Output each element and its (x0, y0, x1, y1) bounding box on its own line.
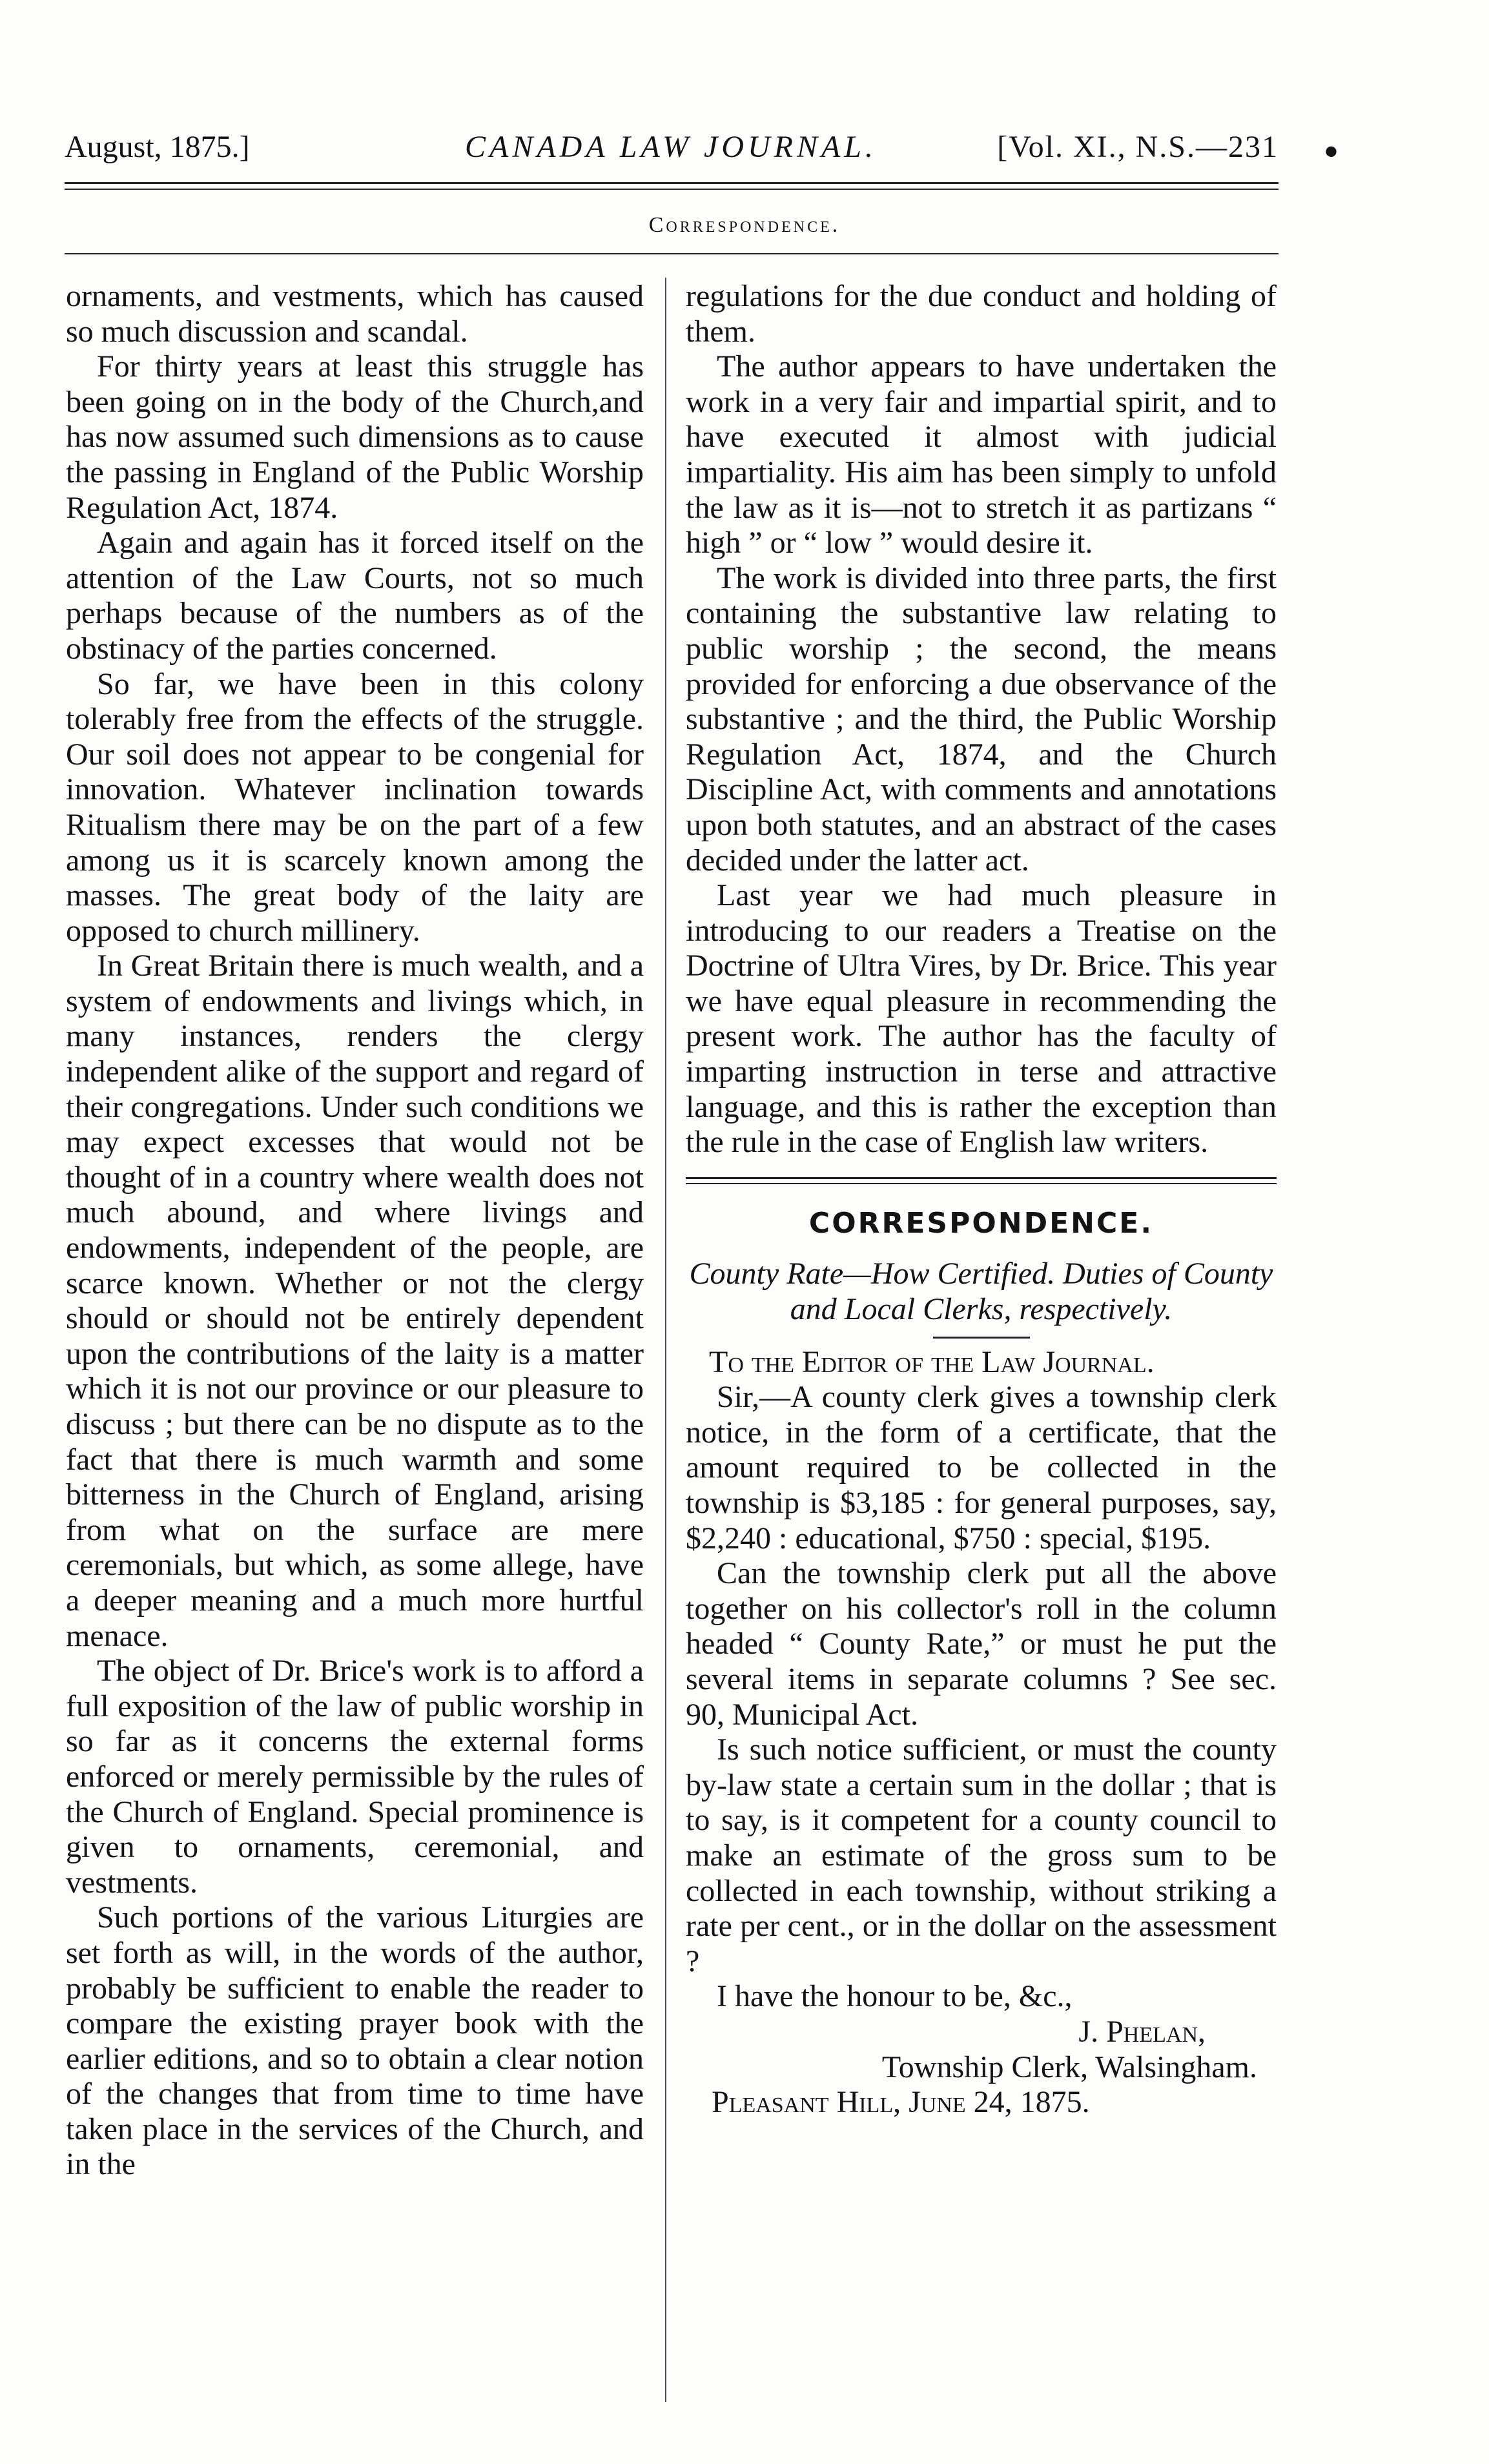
dateline: Pleasant Hill, June 24, 1875. (712, 2085, 1090, 2120)
journal-title: CANADA LAW JOURNAL. (465, 130, 877, 164)
paragraph: Last year we had much pleasure in introducing to our readers a Treatise on the Doctrine of Ultra Vires, by Dr. Brice. This year we have equal pleasure in recommending the present work. The author has the faculty of imparting instruction in terse and attractive language, and this is rather the exception than the rule in the case of English law writers. (686, 878, 1277, 1160)
paragraph: regulations for the due conduct and holding of them. (686, 279, 1277, 349)
correspondence-subhead: County Rate—How Certified. Duties of County and Local Clerks, respectively. (689, 1257, 1273, 1327)
volume-page: [Vol. XI., N.S.—231 (997, 130, 1278, 164)
paragraph: So far, we have been in this colony tolerably free from the effects of the struggle. Our soil does not appear to be congenial for innovation. Whatever inclination towards Ritualism there may be on the part of a few among us it is scarcely known among the masses. The great body of the laity are opposed to church millinery. (66, 666, 644, 948)
header-rule-top (65, 182, 1278, 184)
paragraph: Again and again has it forced itself on the attention of the Law Courts, not so much perhaps because of the numbers as of the obstinacy of the parties concerned. (66, 526, 644, 666)
header-date: August, 1875.] (65, 130, 250, 164)
paragraph: For thirty years at least this struggle has been going on in the body of the Church,and has now assumed such dimensions as to cause the passing in England of the Public Worship Regulation Act, 1874. (66, 349, 644, 525)
salutation: To the Editor of the Law Journal. (709, 1344, 1155, 1379)
page-header (65, 129, 1278, 174)
correspondence-title: CORRESPONDENCE. (808, 1206, 1154, 1240)
section-heading: Correspondence. (648, 213, 841, 237)
letter-paragraph: Is such notice sufficient, or must the county by-law state a certain sum in the dollar ; that is to say, is it competent for a county council to make an estimate of the gross sum to be collected in each township, without striking a rate per cent., or in the dollar on the assessment ? (686, 1732, 1277, 1978)
page-mark: • (1320, 132, 1342, 174)
correspondence-rule (686, 1177, 1277, 1184)
header-rule-bottom (65, 189, 1278, 190)
paragraph: In Great Britain there is much wealth, and a system of endowments and livings which, in many instances, renders the clergy independent alike of the support and regard of their congregations. Under such conditions we may expect excesses that would not be thought of in a country where wealth does not much abound, and where livings and endowments, independent of the people, are scarce known. Whether or not the clergy should or should not be entirely dependent upon the contributions of the laity is a matter which it is not our province or our pleasure to discuss ; but there can be no dispute as to the fact that there is much warmth and some bitterness in the Church of England, arising from what on the surface are mere ceremonials, but which, as some allege, have a deeper meaning and a much more hurtful menace. (66, 949, 644, 1653)
paragraph: The author appears to have undertaken the work in a very fair and impartial spirit, and to have executed it almost with judicial impartiality. His aim has been simply to unfold the law as it is—not to stretch it as partizans “ high ” or “ low ” would desire it. (686, 349, 1277, 560)
letter-paragraph: Sir,—A county clerk gives a township clerk notice, in the form of a certificate, that the amount required to be collected in the township is $3,185 : for general purposes, say, $2,240 : educational, $750 : special, $195. (686, 1380, 1277, 1555)
column-divider (665, 278, 666, 2402)
signature-title: Township Clerk, Walsingham. (881, 2049, 1257, 2084)
letter-paragraph: Can the township clerk put all the above together on his collector's roll in the column headed “ County Rate,” or must he put the several items in separate columns ? See sec. 90, Municipal Act. (686, 1556, 1277, 1732)
left-column (66, 279, 644, 2182)
right-column (686, 279, 1277, 2120)
paragraph: The object of Dr. Brice's work is to afford a full exposition of the law of public worship in so far as it concerns the external forms enforced or merely permissible by the rules of the Church of England. Special prominence is given to ornaments, ceremonial, and vestments. (66, 1654, 644, 1900)
paragraph: The work is divided into three parts, the first containing the substantive law relating to public worship ; the second, the means provided for enforcing a due observance of the substantive ; and the third, the Public Worship Regulation Act, 1874, and the Church Discipline Act, with comments and annotations upon both statutes, and an abstract of the cases decided under the latter act. (686, 560, 1277, 878)
paragraph: ornaments, and vestments, which has caused so much discussion and scandal. (66, 279, 644, 349)
paragraph: Such portions of the various Liturgies are set forth as will, in the words of the author, probably be sufficient to enable the reader to compare the existing prayer book with the earlier editions, and so to obtain a clear notion of the changes that from time to time have taken place in the services of the Church, and in the (66, 1900, 644, 2182)
section-rule (65, 253, 1278, 254)
signature-name: J. Phelan, (1078, 2014, 1206, 2049)
subhead-rule (933, 1337, 1030, 1339)
letter-closing: I have the honour to be, &c., (717, 1979, 1073, 2014)
